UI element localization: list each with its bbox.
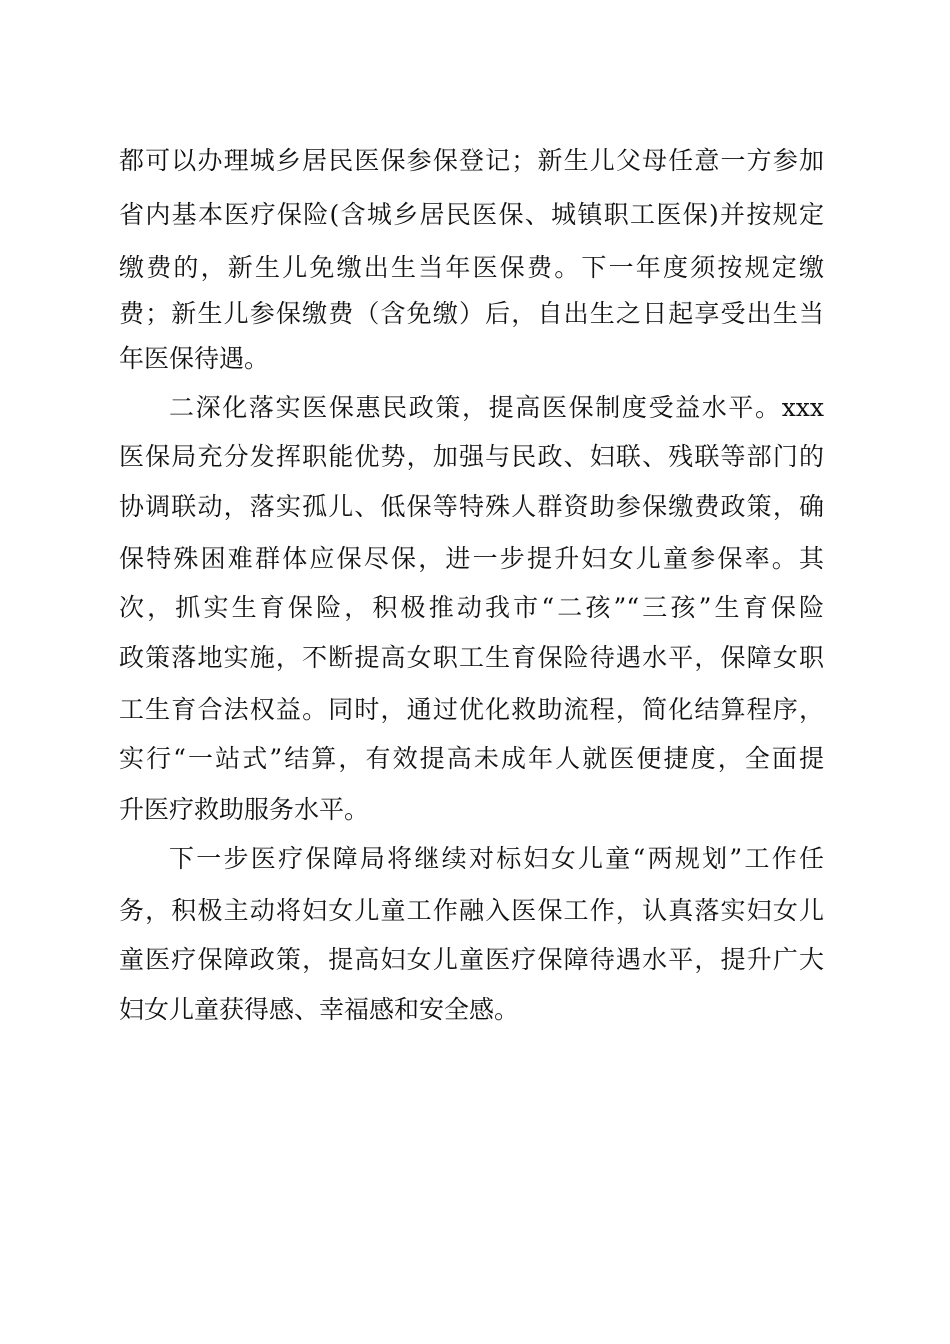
text-line: 年医保待遇。 <box>119 344 270 373</box>
text-line: 协调联动，落实孤儿、低保等特殊人群资助参保缴费政策，确 <box>119 492 824 521</box>
text-line: 医保局充分发挥职能优势，加强与民政、妇联、残联等部门的 <box>119 442 824 471</box>
text-line: 费；新生儿参保缴费（含免缴）后，自出生之日起享受出生当 <box>119 299 824 328</box>
text-line: 妇女儿童获得感、幸福感和安全感。 <box>119 995 520 1024</box>
text-line: 务，积极主动将妇女儿童工作融入医保工作，认真落实妇女儿 <box>119 896 824 925</box>
text-line: 次，抓实生育保险，积极推动我市“二孩”“三孩”生育保险 <box>119 593 824 622</box>
paragraph-first-line: 二深化落实医保惠民政策，提高医保制度受益水平。xxx <box>169 393 824 422</box>
text-line: 省内基本医疗保险(含城乡居民医保、城镇职工医保)并按规定 <box>119 200 824 229</box>
text-line: 政策落地实施，不断提高女职工生育保险待遇水平，保障女职 <box>119 643 824 672</box>
text-line: 工生育合法权益。同时，通过优化救助流程，简化结算程序， <box>119 695 824 724</box>
text-line: 保特殊困难群体应保尽保，进一步提升妇女儿童参保率。其 <box>119 544 824 573</box>
text-line: 都可以办理城乡居民医保参保登记；新生儿父母任意一方参加 <box>119 146 824 175</box>
paragraph-first-line: 下一步医疗保障局将继续对标妇女儿童“两规划”工作任 <box>169 844 824 873</box>
text-line: 升医疗救助服务水平。 <box>119 795 370 824</box>
text-line: 童医疗保障政策，提高妇女儿童医疗保障待遇水平，提升广大 <box>119 945 824 974</box>
text-line: 实行“一站式”结算，有效提高未成年人就医便捷度，全面提 <box>119 744 824 773</box>
text-line: 缴费的，新生儿免缴出生当年医保费。下一年度须按规定缴 <box>119 253 824 282</box>
